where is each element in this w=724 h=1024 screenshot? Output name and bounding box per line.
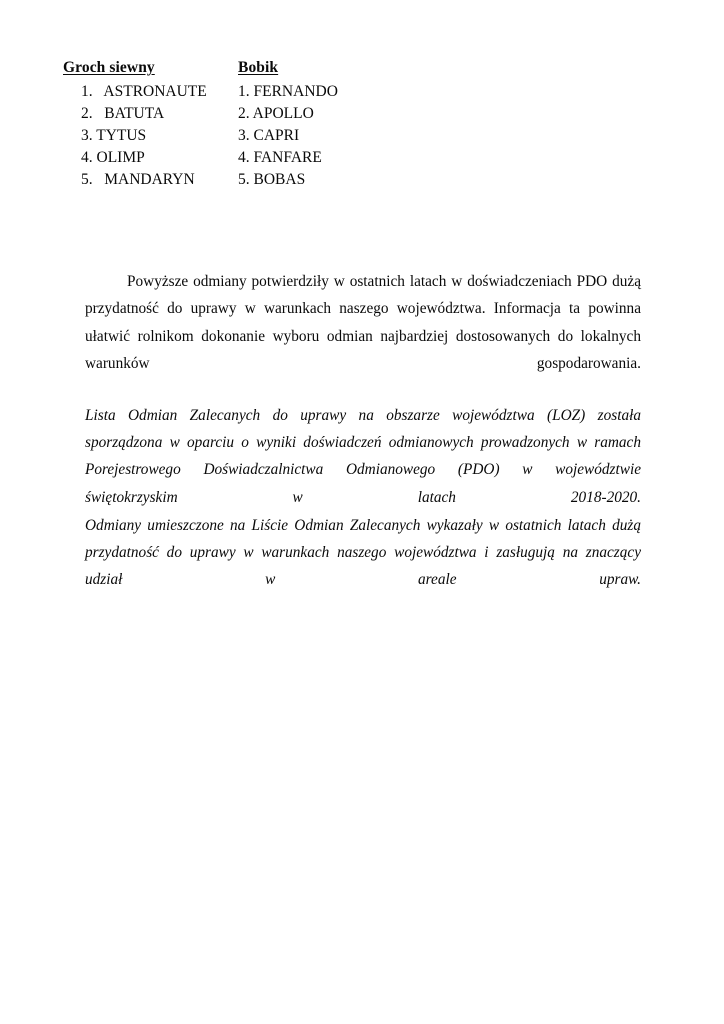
list-item xyxy=(63,169,235,191)
list-item xyxy=(63,81,235,103)
list-item-number: 5. xyxy=(238,171,250,188)
list-item xyxy=(238,103,535,125)
list-item-label: BOBAS xyxy=(253,171,306,188)
list-item-number: 1. xyxy=(238,83,250,100)
list-item-label: ASTRONAUTE xyxy=(103,83,207,100)
list-item-label: FANFARE xyxy=(253,149,322,166)
list-item-spacer xyxy=(93,105,105,122)
variety-list-bobik xyxy=(238,81,535,191)
list-item-label: FERNANDO xyxy=(253,83,338,100)
list-item xyxy=(63,103,235,125)
paragraph-intro: Powyższe odmiany potwierdziły w ostatnich latach w doświadczeniach PDO dużą przydatność do uprawy w warunkach naszego województwa. Informacja ta powinna ułatwić rolnikom dokonanie wyboru odmian najbardziej dostosowanych do lokalnych warunków gospodarowania. xyxy=(85,273,641,373)
list-item-number: 1. xyxy=(81,83,93,100)
list-item-number: 2. xyxy=(238,105,250,122)
list-item-number: 5. xyxy=(81,171,93,188)
list-item-number: 3. xyxy=(81,127,93,144)
list-item xyxy=(238,169,535,191)
list-item xyxy=(238,125,535,147)
list-item-label: CAPRI xyxy=(253,127,300,144)
list-item-label: OLIMP xyxy=(96,149,145,166)
list-item-number: 3. xyxy=(238,127,250,144)
paragraph-summary: Odmiany umieszczone na Liście Odmian Zalecanych wykazały w ostatnich latach dużą przydatność do uprawy w warunkach naszego województwa i zasługują na znaczący udział w areale upraw. xyxy=(85,517,641,589)
list-item-label: APOLLO xyxy=(252,105,314,122)
list-item xyxy=(63,147,235,169)
variety-lists-section xyxy=(0,58,724,191)
variety-list-groch-siewny xyxy=(63,81,235,191)
variety-column-groch-siewny xyxy=(0,58,235,191)
variety-column-bobik xyxy=(235,58,535,191)
list-item xyxy=(238,81,535,103)
list-item-label: BATUTA xyxy=(104,105,165,122)
list-item-spacer xyxy=(93,171,105,188)
list-item xyxy=(238,147,535,169)
list-item-spacer xyxy=(93,83,104,100)
paragraph-loz-note: Lista Odmian Zalecanych do uprawy na obszarze województwa (LOZ) została sporządzona w oparciu o wyniki doświadczeń odmianowych prowadzonych w ramach Porejestrowego Doświadczalnictwa Odmianowego (PDO) w województwie świętokrzyskim w latach 2018-2020. xyxy=(85,407,641,506)
list-item-label: TYTUS xyxy=(96,127,147,144)
crop-heading-groch-siewny: Groch siewny xyxy=(63,59,155,76)
list-item-number: 2. xyxy=(81,105,93,122)
crop-heading-bobik: Bobik xyxy=(238,59,279,76)
list-item-number: 4. xyxy=(81,149,93,166)
list-item-number: 4. xyxy=(238,149,250,166)
list-item-label: MANDARYN xyxy=(104,171,195,188)
list-item xyxy=(63,125,235,147)
